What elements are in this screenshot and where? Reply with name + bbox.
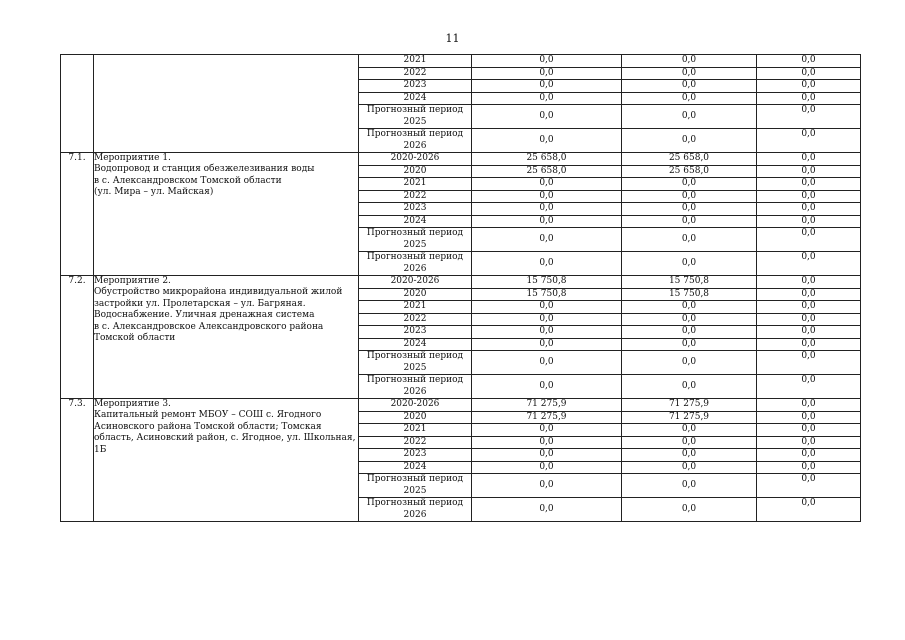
value-cell-total: 0,0: [472, 424, 622, 437]
value-cell-total: 0,0: [472, 338, 622, 351]
item-name-line: Капитальный ремонт МБОУ – СОШ с. Ягодного: [94, 410, 322, 421]
period-cell: 2021: [359, 55, 472, 68]
value-cell-col2: 0,0: [622, 80, 757, 93]
value-cell-col3: 0,0: [757, 105, 861, 129]
value-cell-total: 0,0: [472, 92, 622, 105]
value-cell-total: 15 750,8: [472, 276, 622, 289]
value-cell-col3: 0,0: [757, 80, 861, 93]
value-cell-col3: 0,0: [757, 449, 861, 462]
period-cell: Прогнозный период 2026: [359, 129, 472, 153]
item-name-line: 1Б: [94, 444, 107, 455]
value-cell-col3: 0,0: [757, 215, 861, 228]
period-cell: 2022: [359, 67, 472, 80]
period-cell: Прогнозный период 2025: [359, 105, 472, 129]
value-cell-col2: 0,0: [622, 375, 757, 399]
period-cell: 2021: [359, 424, 472, 437]
value-cell-col2: 0,0: [622, 424, 757, 437]
item-name-line: Асиновского района Томской области; Томская: [94, 421, 322, 432]
period-cell: 2023: [359, 449, 472, 462]
value-cell-total: 25 658,0: [472, 165, 622, 178]
item-name-line: Водопровод и станция обезжелезивания воды: [94, 164, 315, 175]
value-cell-total: 0,0: [472, 474, 622, 498]
value-cell-col3: 0,0: [757, 461, 861, 474]
value-cell-col2: 0,0: [622, 67, 757, 80]
table-row: [61, 276, 861, 289]
value-cell-col2: 0,0: [622, 313, 757, 326]
value-cell-col2: 71 275,9: [622, 399, 757, 412]
value-cell-col3: 0,0: [757, 375, 861, 399]
value-cell-col2: 0,0: [622, 338, 757, 351]
period-cell: 2022: [359, 190, 472, 203]
value-cell-col3: 0,0: [757, 301, 861, 314]
value-cell-total: 0,0: [472, 67, 622, 80]
value-cell-total: 0,0: [472, 228, 622, 252]
value-cell-col3: 0,0: [757, 313, 861, 326]
item-name-line: Томской области: [94, 333, 176, 344]
period-cell: 2020: [359, 411, 472, 424]
item-number: [61, 55, 94, 153]
item-name: [94, 276, 359, 399]
period-cell: 2024: [359, 338, 472, 351]
value-cell-total: 0,0: [472, 449, 622, 462]
value-cell-col2: 0,0: [622, 498, 757, 522]
period-cell: Прогнозный период 2026: [359, 252, 472, 276]
value-cell-total: 71 275,9: [472, 399, 622, 412]
value-cell-total: 0,0: [472, 215, 622, 228]
item-name-line: застройки ул. Пролетарская – ул. Багряная.: [94, 298, 306, 309]
item-number: 7.1.: [61, 153, 94, 276]
value-cell-col3: 0,0: [757, 351, 861, 375]
item-name: [94, 153, 359, 276]
value-cell-total: 0,0: [472, 436, 622, 449]
period-cell: Прогнозный период 2025: [359, 474, 472, 498]
value-cell-col2: 25 658,0: [622, 153, 757, 166]
period-cell: 2021: [359, 301, 472, 314]
value-cell-col2: 0,0: [622, 129, 757, 153]
value-cell-col2: 0,0: [622, 55, 757, 68]
value-cell-col3: 0,0: [757, 165, 861, 178]
value-cell-total: 0,0: [472, 375, 622, 399]
value-cell-total: 0,0: [472, 80, 622, 93]
value-cell-total: 0,0: [472, 326, 622, 339]
period-cell: 2020: [359, 288, 472, 301]
value-cell-col2: 0,0: [622, 92, 757, 105]
value-cell-total: 0,0: [472, 498, 622, 522]
value-cell-col2: 0,0: [622, 178, 757, 191]
period-cell: 2020-2026: [359, 399, 472, 412]
period-cell: 2020-2026: [359, 276, 472, 289]
value-cell-col2: 0,0: [622, 252, 757, 276]
item-name-line: Мероприятие 2.: [94, 276, 171, 286]
period-cell: 2022: [359, 313, 472, 326]
value-cell-col2: 0,0: [622, 461, 757, 474]
item-name-line: область, Асиновский район, с. Ягодное, ул. Школьная,: [94, 433, 356, 444]
period-cell: 2023: [359, 80, 472, 93]
budget-table: [60, 54, 861, 522]
item-name-line: Водоснабжение. Уличная дренажная система: [94, 310, 315, 321]
period-cell: Прогнозный период 2025: [359, 351, 472, 375]
value-cell-total: 0,0: [472, 190, 622, 203]
item-name-line: Мероприятие 3.: [94, 399, 171, 409]
table-row: [61, 399, 861, 412]
item-name-line: Мероприятие 1.: [94, 153, 171, 163]
value-cell-total: 0,0: [472, 105, 622, 129]
value-cell-col3: 0,0: [757, 67, 861, 80]
value-cell-total: 0,0: [472, 301, 622, 314]
value-cell-total: 15 750,8: [472, 288, 622, 301]
value-cell-total: 0,0: [472, 129, 622, 153]
value-cell-col3: 0,0: [757, 474, 861, 498]
page-number: 11: [445, 32, 460, 45]
item-name-line: (ул. Мира – ул. Майская): [94, 187, 214, 198]
value-cell-col3: 0,0: [757, 228, 861, 252]
value-cell-col3: 0,0: [757, 153, 861, 166]
table-row: [61, 55, 861, 68]
period-cell: 2021: [359, 178, 472, 191]
item-number: 7.2.: [61, 276, 94, 399]
period-cell: 2023: [359, 203, 472, 216]
period-cell: Прогнозный период 2026: [359, 498, 472, 522]
value-cell-total: 0,0: [472, 351, 622, 375]
period-cell: 2024: [359, 461, 472, 474]
value-cell-total: 0,0: [472, 55, 622, 68]
item-name-line: в с. Александровское Александровского района: [94, 321, 324, 332]
value-cell-col2: 15 750,8: [622, 276, 757, 289]
value-cell-col3: 0,0: [757, 326, 861, 339]
value-cell-col3: 0,0: [757, 436, 861, 449]
value-cell-col2: 0,0: [622, 301, 757, 314]
value-cell-col2: 0,0: [622, 105, 757, 129]
value-cell-total: 0,0: [472, 252, 622, 276]
item-number: 7.3.: [61, 399, 94, 522]
value-cell-col2: 0,0: [622, 436, 757, 449]
value-cell-total: 0,0: [472, 203, 622, 216]
value-cell-col3: 0,0: [757, 399, 861, 412]
period-cell: 2020: [359, 165, 472, 178]
value-cell-total: 71 275,9: [472, 411, 622, 424]
period-cell: Прогнозный период 2026: [359, 375, 472, 399]
value-cell-col3: 0,0: [757, 424, 861, 437]
period-cell: 2023: [359, 326, 472, 339]
value-cell-col2: 15 750,8: [622, 288, 757, 301]
period-cell: Прогнозный период 2025: [359, 228, 472, 252]
value-cell-col2: 71 275,9: [622, 411, 757, 424]
value-cell-total: 25 658,0: [472, 153, 622, 166]
value-cell-col3: 0,0: [757, 178, 861, 191]
period-cell: 2024: [359, 92, 472, 105]
value-cell-col2: 25 658,0: [622, 165, 757, 178]
value-cell-col3: 0,0: [757, 498, 861, 522]
value-cell-total: 0,0: [472, 178, 622, 191]
value-cell-col2: 0,0: [622, 215, 757, 228]
value-cell-col2: 0,0: [622, 203, 757, 216]
period-cell: 2024: [359, 215, 472, 228]
value-cell-col3: 0,0: [757, 276, 861, 289]
value-cell-col3: 0,0: [757, 92, 861, 105]
period-cell: 2020-2026: [359, 153, 472, 166]
value-cell-total: 0,0: [472, 461, 622, 474]
value-cell-col3: 0,0: [757, 55, 861, 68]
item-name: [94, 399, 359, 522]
value-cell-col2: 0,0: [622, 326, 757, 339]
value-cell-col2: 0,0: [622, 228, 757, 252]
value-cell-col2: 0,0: [622, 449, 757, 462]
table-row: [61, 153, 861, 166]
value-cell-col2: 0,0: [622, 190, 757, 203]
item-name-line: Обустройство микрорайона индивидуальной жилой: [94, 287, 343, 298]
item-name-line: в с. Александровском Томской области: [94, 175, 282, 186]
value-cell-col2: 0,0: [622, 351, 757, 375]
value-cell-col3: 0,0: [757, 129, 861, 153]
value-cell-col3: 0,0: [757, 252, 861, 276]
item-name: [94, 55, 359, 153]
value-cell-total: 0,0: [472, 313, 622, 326]
value-cell-col3: 0,0: [757, 190, 861, 203]
period-cell: 2022: [359, 436, 472, 449]
value-cell-col3: 0,0: [757, 288, 861, 301]
value-cell-col3: 0,0: [757, 338, 861, 351]
value-cell-col2: 0,0: [622, 474, 757, 498]
value-cell-col3: 0,0: [757, 203, 861, 216]
value-cell-col3: 0,0: [757, 411, 861, 424]
